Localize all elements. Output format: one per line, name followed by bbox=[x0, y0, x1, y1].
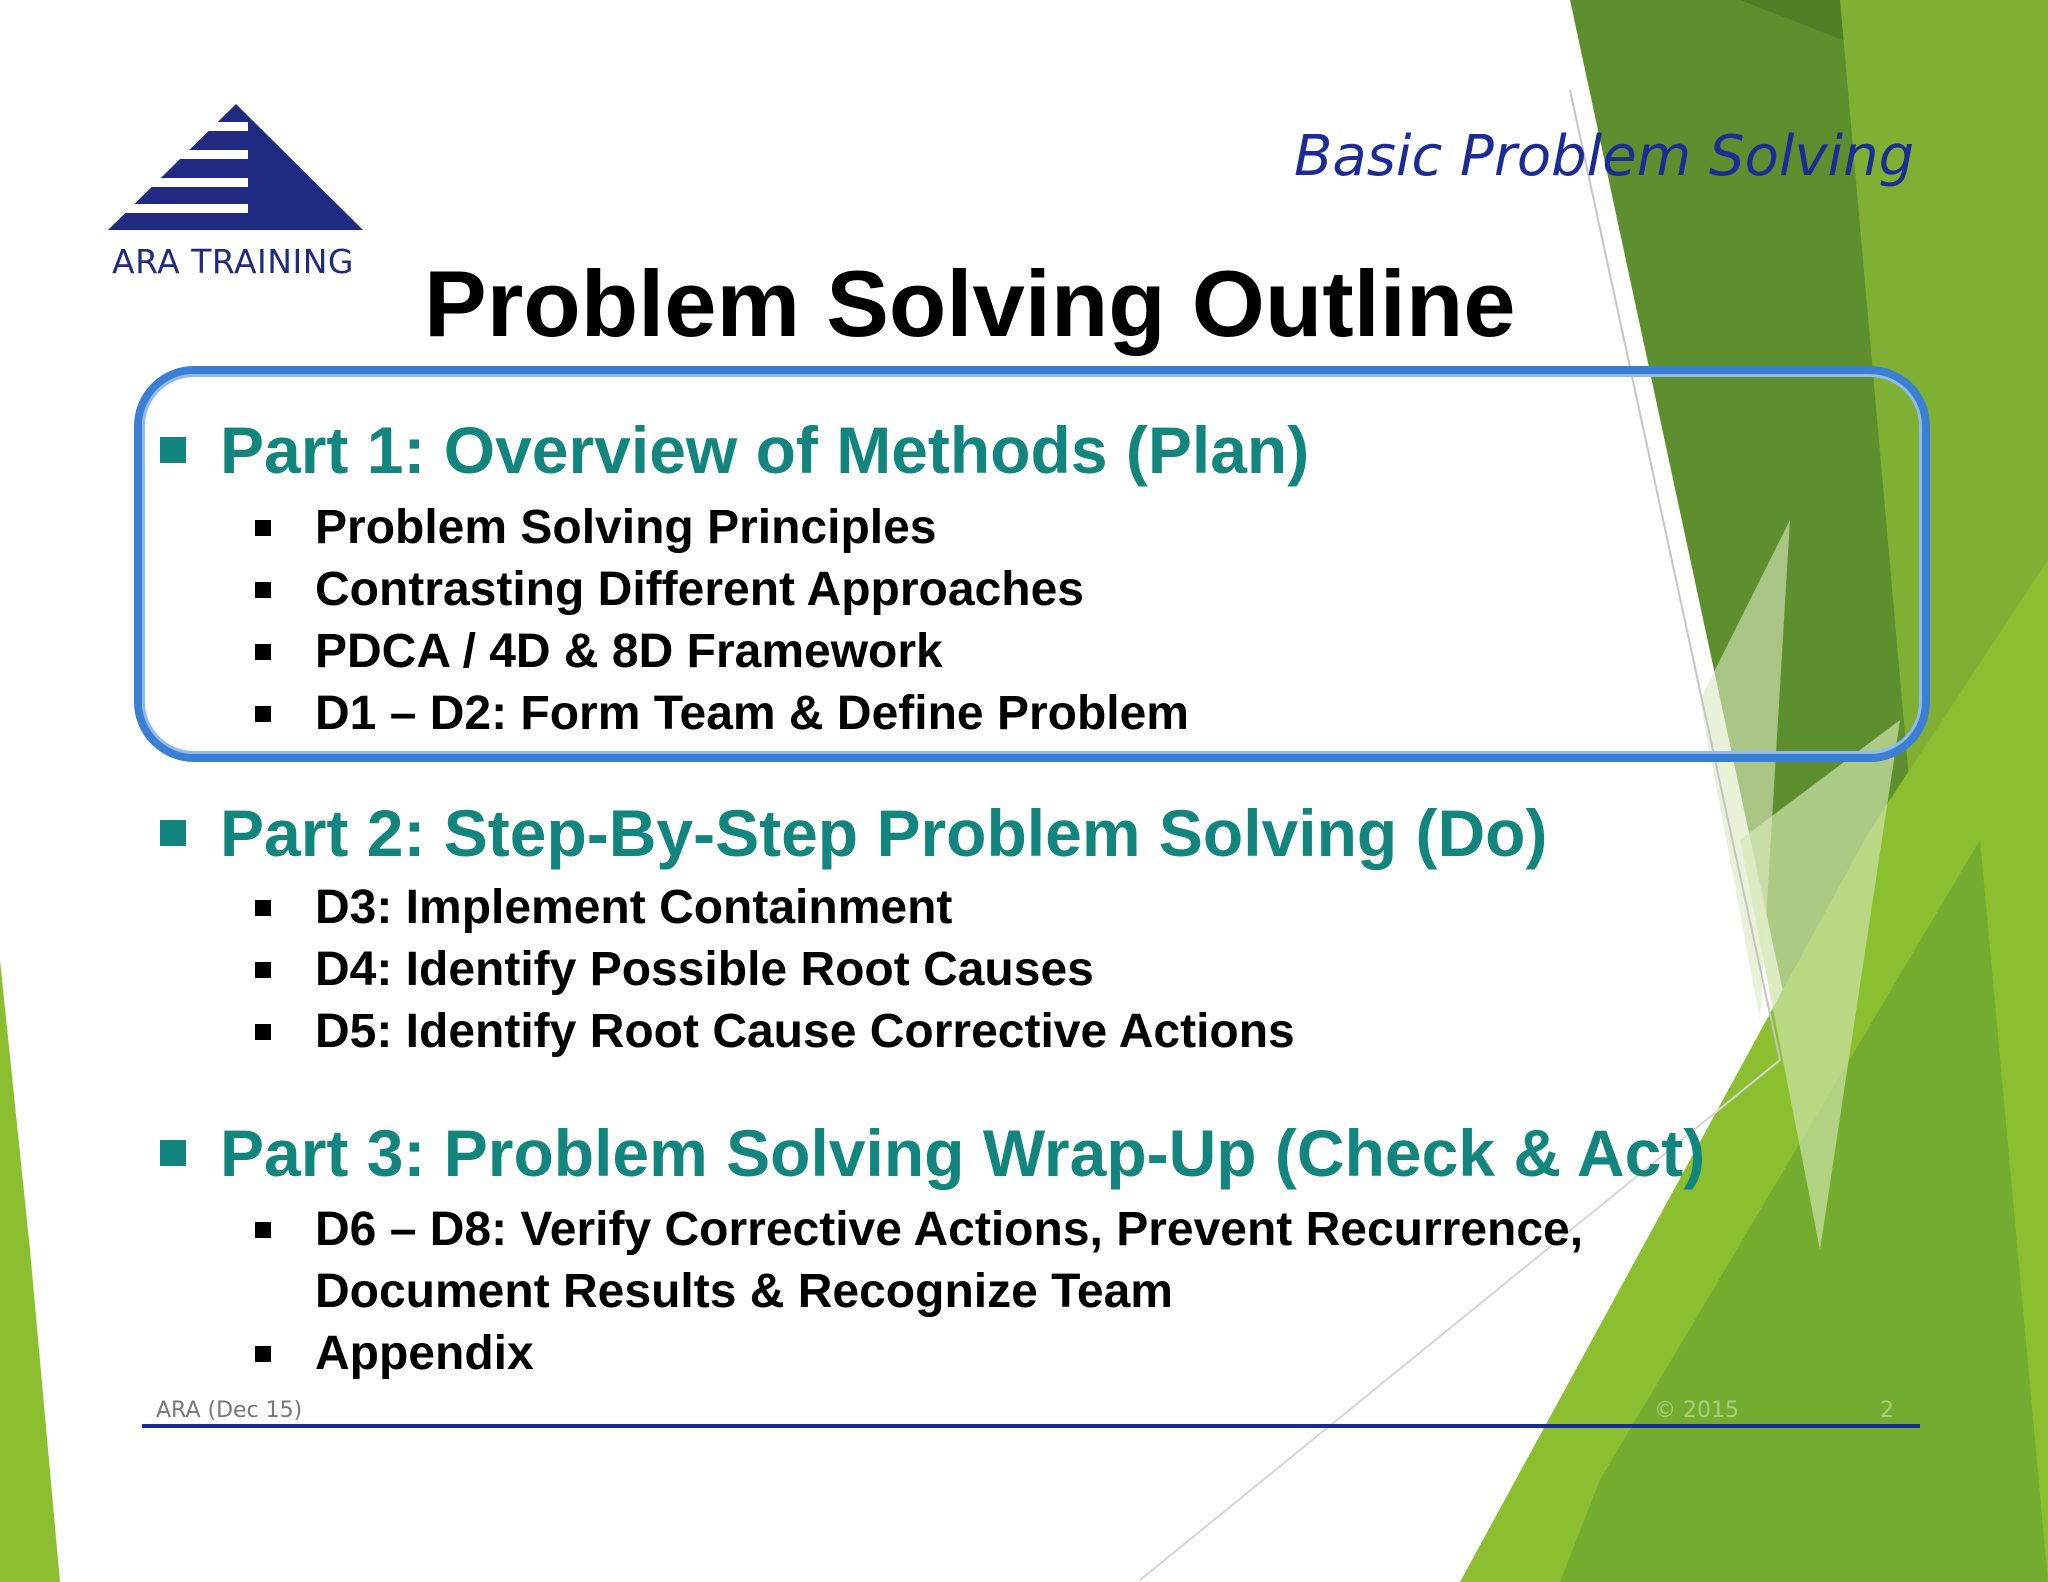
list-item-text: D1 – D2: Form Team & Define Problem bbox=[315, 687, 1189, 740]
list-item-text: PDCA / 4D & 8D Framework bbox=[315, 625, 943, 678]
part2-heading bbox=[160, 795, 1547, 871]
bullet-square-icon bbox=[255, 1024, 271, 1040]
list-item-text: D6 – D8: Verify Corrective Actions, Prevent Recurrence, bbox=[315, 1203, 1584, 1256]
footer-copyright: © 2015 bbox=[1654, 1398, 1739, 1423]
footer-date: ARA (Dec 15) bbox=[156, 1398, 303, 1423]
ara-logo-icon bbox=[108, 100, 368, 235]
bullet-square-icon bbox=[255, 900, 271, 916]
bullet-square-icon bbox=[160, 820, 186, 846]
list-item-text: D3: Implement Containment bbox=[315, 881, 953, 934]
list-item-text: Contrasting Different Approaches bbox=[315, 563, 1084, 616]
part1-label: Part 1: Overview of Methods (Plan) bbox=[220, 413, 1310, 487]
part3-label: Part 3: Problem Solving Wrap-Up (Check & Act) bbox=[220, 1116, 1706, 1190]
bullet-square-icon bbox=[255, 1346, 271, 1362]
bullet-square-icon bbox=[160, 1140, 186, 1166]
slide-title: Problem Solving Outline bbox=[424, 251, 1516, 356]
bullet-square-icon bbox=[255, 582, 271, 598]
part3-heading bbox=[160, 1115, 1705, 1191]
list-item-text: Document Results & Recognize Team bbox=[315, 1265, 1173, 1318]
slide-subtitle: Basic Problem Solving bbox=[1294, 124, 1915, 189]
footer-page-number: 2 bbox=[1880, 1398, 1894, 1423]
part2-label: Part 2: Step-By-Step Problem Solving (Do) bbox=[220, 796, 1548, 870]
logo-text: ARA TRAINING bbox=[112, 242, 354, 281]
bullet-square-icon bbox=[255, 520, 271, 536]
footer-divider bbox=[142, 1424, 1920, 1428]
list-item-text: D5: Identify Root Cause Corrective Actions bbox=[315, 1005, 1295, 1058]
part1-heading bbox=[160, 412, 1309, 488]
bullet-square-icon bbox=[255, 1222, 271, 1238]
bullet-square-icon bbox=[160, 437, 186, 463]
bullet-square-icon bbox=[255, 962, 271, 978]
list-item-text: Appendix bbox=[315, 1327, 534, 1380]
bullet-square-icon bbox=[255, 706, 271, 722]
list-item-text: D4: Identify Possible Root Causes bbox=[315, 943, 1094, 996]
list-item-text: Problem Solving Principles bbox=[315, 501, 937, 554]
bullet-square-icon bbox=[255, 644, 271, 660]
